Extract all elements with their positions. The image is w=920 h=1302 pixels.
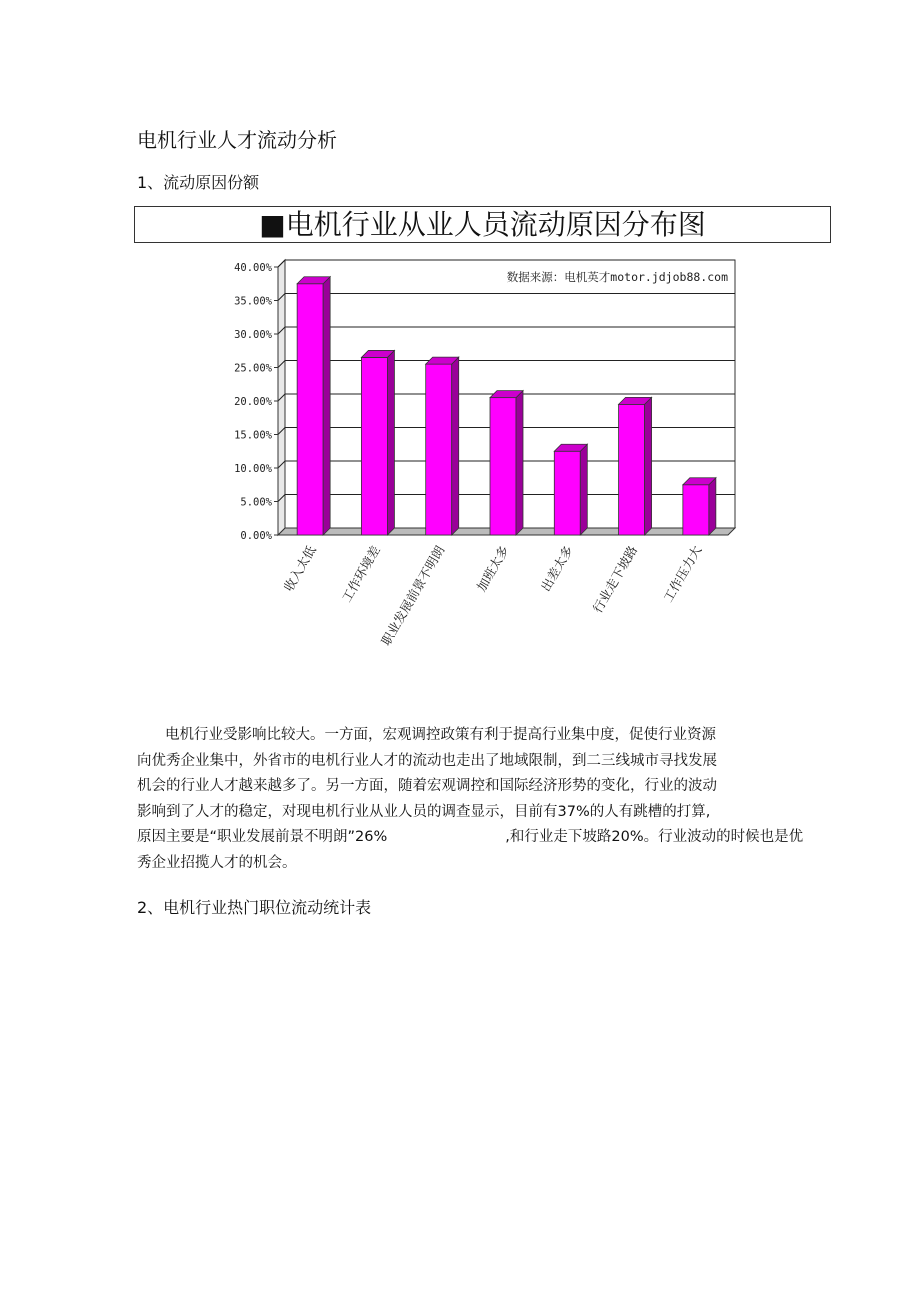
bar-side [452,357,459,535]
paragraph-fragment: 原因主要是“职业发展前景不明朗”26% [137,829,388,845]
bar-side [709,478,716,535]
section-heading-1: 1、流动原因份额 [137,173,260,192]
bar-chart [210,255,750,675]
y-tick-label: 30.00% [234,329,272,341]
bar-side [516,391,523,535]
bar [297,284,323,535]
y-tick-label: 15.00% [234,429,272,442]
bar-chart-svg [210,255,750,675]
paragraph-line: 向优秀企业集中，外省市的电机行业人才的流动也走出了地域限制，到二三线城市寻找发展 [137,752,717,769]
paragraph-line: 电机行业受影响比较大。一方面，宏观调控政策有利于提高行业集中度，促使行业资源 [165,727,716,743]
bar-side [645,397,652,535]
bar [619,404,645,535]
x-tick-label: 出差太多 [537,543,576,594]
y-tick-label: 25.00% [234,362,272,375]
bar [490,398,516,535]
y-tick-label: 5.00% [240,496,272,509]
bar [683,485,709,535]
section-heading-2: 2、电机行业热门职位流动统计表 [137,898,372,917]
x-tick-label: 职业发展前景不明朗 [378,543,448,648]
bar [554,451,580,535]
x-tick-label: 工作环境差 [338,543,384,605]
body-paragraph [137,723,837,876]
y-tick-label: 10.00% [234,463,272,475]
y-tick-label: 35.00% [234,295,272,308]
paragraph-line: 秀企业招揽人才的机会。 [137,854,297,871]
paragraph-fragment: ,和行业走下坡路20%。行业波动的时候也是优 [505,829,804,845]
y-tick-label: 40.00% [234,262,272,274]
bar [361,357,387,535]
source-note: 数据来源：电机英才motor.jdjob88.com [506,270,728,284]
bar-side [387,350,394,535]
page-title: 电机行业人才流动分析 [137,128,337,152]
paragraph-line: 机会的行业人才越来越多了。另一方面，随着宏观调控和国际经济形势的变化，行业的波动 [137,778,717,794]
x-tick-label: 加班太多 [473,543,512,594]
paragraph-line [137,825,837,851]
bar [426,364,452,535]
bar-side [323,277,330,535]
bar-side [580,444,587,535]
y-tick-label: 20.00% [234,396,272,408]
x-tick-label: 工作压力大 [660,543,705,605]
x-tick-label: 行业走下坡路 [589,543,641,616]
paragraph-line: 影响到了人才的稳定，对现电机行业从业人员的调查显示，目前有37%的人有跳槽的打算, [137,803,711,820]
x-tick-label: 收入太低 [280,543,319,594]
y-tick-label: 0.00% [240,530,272,542]
chart-title: ■电机行业从业人员流动原因分布图 [134,206,831,243]
